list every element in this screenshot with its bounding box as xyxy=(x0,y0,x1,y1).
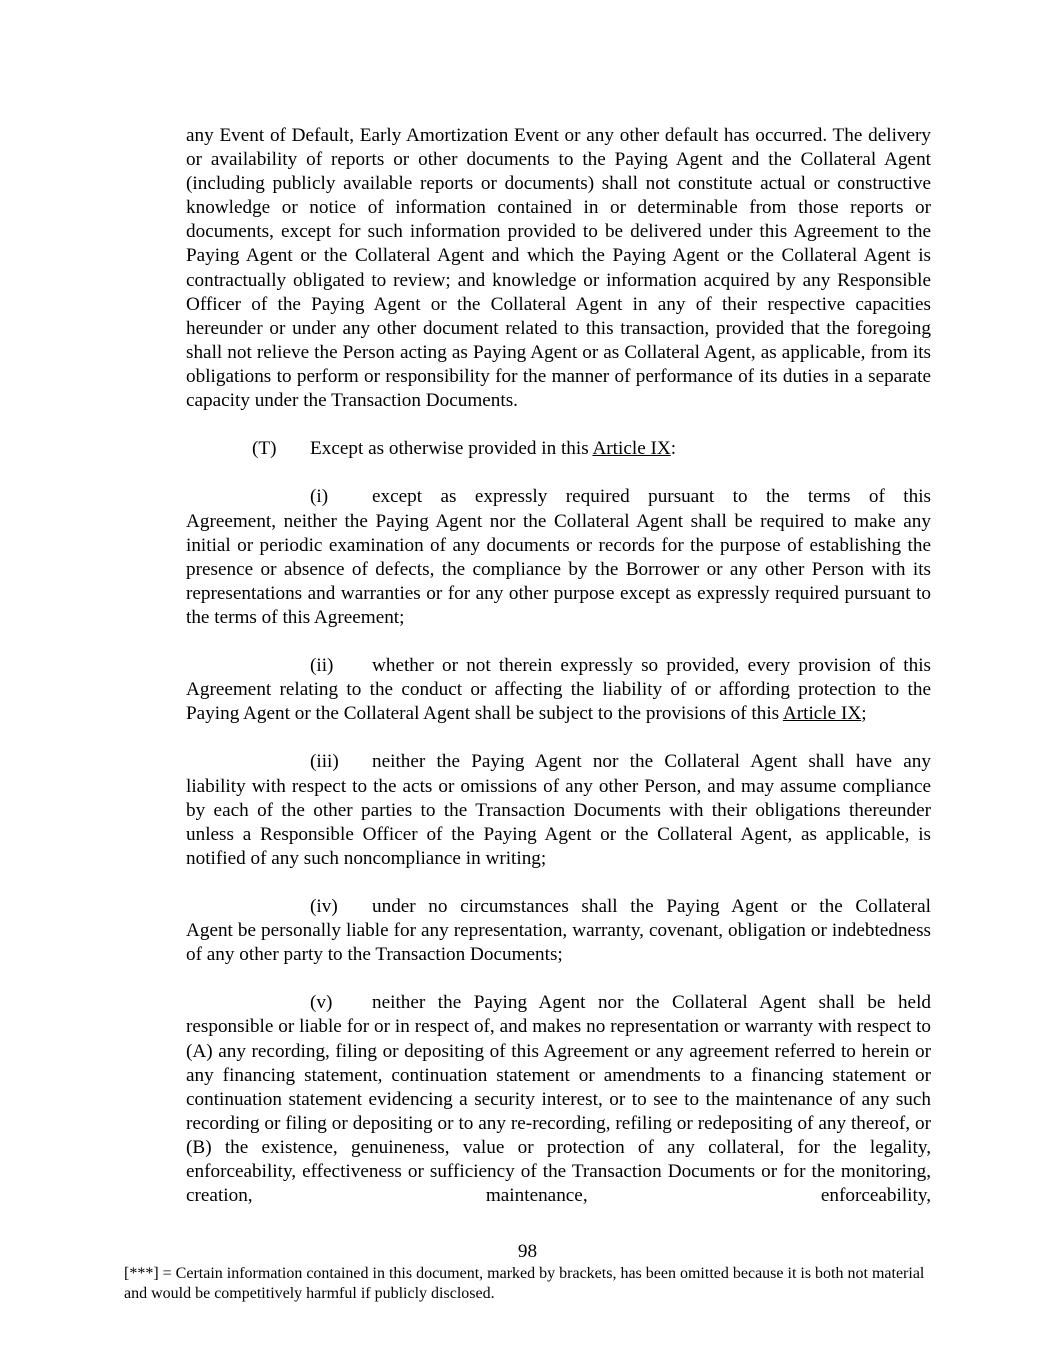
subsection-first-line: except as expressly required pursuant to the terms of this xyxy=(372,486,931,508)
section-t-text: Except as otherwise provided in this xyxy=(310,438,593,460)
page-number: 98 xyxy=(517,1241,538,1262)
article-ix-link[interactable]: Article IX xyxy=(592,438,671,460)
article-ix-link[interactable]: Article IX xyxy=(782,703,862,725)
subsection-first-line: neither the Paying Agent nor the Collateral Agent shall have any xyxy=(372,751,931,773)
subsection-text: Agent be personally liable for any representation, warranty, covenant, obligation or indebtedness of any other party to the Transaction Documents; xyxy=(186,920,931,966)
subsection-first-line: neither the Paying Agent nor the Collateral Agent shall be held xyxy=(372,992,931,1014)
subsection-label: (iii) xyxy=(310,751,339,773)
redaction-footnote: [***] = Certain information contained in this document, marked by brackets, has been omitted because it is both not material and would be competitively harmful if publicly disclosed. xyxy=(124,1265,925,1302)
subsection-text: Agreement relating to the conduct or affecting the liability of or affording protection to the Paying Agent or the Collateral Agent shall be subject to the provisions of this xyxy=(186,679,931,725)
subsection-semicolon: ; xyxy=(861,703,867,725)
subsection-v xyxy=(186,991,931,1208)
subsection-iv xyxy=(186,895,931,967)
subsection-label: (ii) xyxy=(310,655,334,677)
subsection-first-line: under no circumstances shall the Paying Agent or the Collateral xyxy=(372,896,931,917)
document-body xyxy=(186,124,931,1232)
section-t-heading xyxy=(186,437,931,461)
subsection-iii xyxy=(186,750,931,870)
section-t-colon: : xyxy=(670,438,677,460)
section-t-label: (T) xyxy=(252,438,277,460)
subsection-ii xyxy=(186,654,931,726)
subsection-label: (iv) xyxy=(310,896,338,917)
intro-paragraph: any Event of Default, Early Amortization Event or any other default has occurred. The delivery or availability of reports or other documents to the Paying Agent and the Collateral Agent (including publicly available reports or documents) shall not constitute actual or constructive knowledge or notice of information contained in or determinable from those reports or documents, except for such information provided to be delivered under this Agreement to the Paying Agent or the Collateral Agent and which the Paying Agent or the Collateral Agent is contractually obligated to review; and knowledge or information acquired by any Responsible Officer of the Paying Agent or the Collateral Agent in any of their respective capacities hereunder or under any other document related to this transaction, provided that the foregoing shall not relieve the Person acting as Paying Agent or as Collateral Agent, as applicable, from its obligations to perform or responsibility for the manner of performance of its duties in a separate capacity under the Transaction Documents. xyxy=(186,125,931,412)
subsection-text: liability with respect to the acts or omissions of any other Person, and may assume compliance by each of the other parties to the Transaction Documents with their obligations thereunder unless a Responsible Officer of the Paying Agent or the Collateral Agent, as applicable, is notified of any such noncompliance in writing; xyxy=(186,775,931,869)
subsection-first-line: whether or not therein expressly so provided, every provision of this xyxy=(372,655,931,677)
subsection-label: (v) xyxy=(310,992,333,1014)
subsection-text: Agreement, neither the Paying Agent nor the Collateral Agent shall be required to make any initial or periodic examination of any documents or records for the purpose of establishing the presence or absence of defects, the compliance by the Borrower or any other Person with its representations and warranties or for any other purpose except as expressly required pursuant to the terms of this Agreement; xyxy=(186,510,931,628)
subsection-text: responsible or liable for or in respect of, and makes no representation or warranty with respect to (A) any recording, filing or depositing of this Agreement or any agreement referred to herein or any financing statement, continuation statement or amendments to a financing statement or continuation statement evidencing a security interest, or to see to the maintenance of any such recording or filing or depositing or to any re-recording, refiling or redepositing of any thereof, or (B) the existence, genuineness, value or protection of any collateral, for the legality, enforceability, effectiveness or sufficiency of the Transaction Documents or for the monitoring, creation, maintenance, enforceability, xyxy=(186,1016,931,1207)
subsection-i xyxy=(186,485,931,630)
subsection-label: (i) xyxy=(310,486,329,508)
